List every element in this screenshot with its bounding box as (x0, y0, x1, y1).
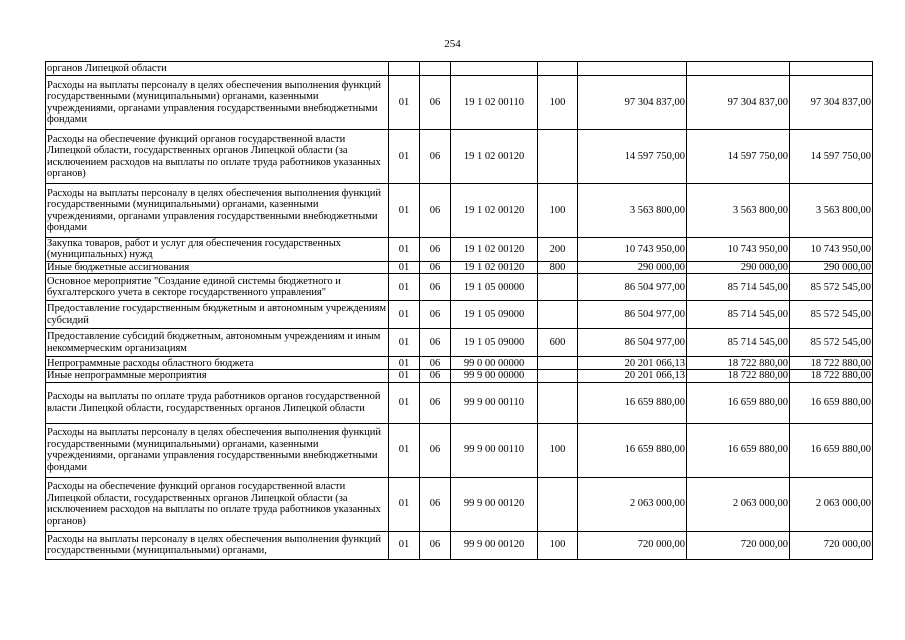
expense-kind-cell: 100 (538, 76, 578, 130)
description-cell: Расходы на выплаты персоналу в целях обеспечения выполнения функций государственными (муниципальными) органами, (46, 531, 389, 559)
amount-year2-cell: 18 722 880,00 (687, 370, 790, 382)
amount-year2-cell (687, 62, 790, 76)
amount-year1-cell: 20 201 066,13 (578, 357, 687, 370)
amount-year3-cell: 85 572 545,00 (790, 329, 873, 357)
target-article-cell: 19 1 02 00120 (451, 261, 538, 273)
amount-year2-cell: 16 659 880,00 (687, 382, 790, 423)
description-cell: Предоставление субсидий бюджетным, автономным учреждениям и иным некоммерческим организациям (46, 329, 389, 357)
amount-year1-cell: 86 504 977,00 (578, 301, 687, 329)
amount-year2-cell: 85 714 545,00 (687, 274, 790, 301)
subsection-cell: 06 (420, 301, 451, 329)
amount-year1-cell: 3 563 800,00 (578, 184, 687, 238)
section-cell: 01 (389, 130, 420, 184)
amount-year1-cell: 16 659 880,00 (578, 382, 687, 423)
expense-kind-cell: 800 (538, 261, 578, 273)
expense-kind-cell: 100 (538, 184, 578, 238)
table-row (46, 329, 873, 357)
amount-year3-cell: 85 572 545,00 (790, 274, 873, 301)
target-article-cell (451, 62, 538, 76)
description-cell: Непрограммные расходы областного бюджета (46, 357, 389, 370)
amount-year1-cell: 86 504 977,00 (578, 274, 687, 301)
section-cell: 01 (389, 477, 420, 531)
amount-year3-cell: 16 659 880,00 (790, 382, 873, 423)
table-row (46, 62, 873, 76)
page-number: 254 (444, 38, 461, 50)
table-row (46, 357, 873, 370)
amount-year3-cell: 290 000,00 (790, 261, 873, 273)
description-cell: Иные непрограммные мероприятия (46, 370, 389, 382)
target-article-cell: 19 1 02 00110 (451, 76, 538, 130)
amount-year1-cell: 86 504 977,00 (578, 329, 687, 357)
table-row (46, 382, 873, 423)
description-cell: Расходы на выплаты персоналу в целях обеспечения выполнения функций государственными (муниципальными) органами, казенными учреждениями, органами управления государственными внебюджетными фондами (46, 76, 389, 130)
section-cell (389, 62, 420, 76)
amount-year2-cell: 16 659 880,00 (687, 423, 790, 477)
expense-kind-cell (538, 477, 578, 531)
amount-year2-cell: 85 714 545,00 (687, 301, 790, 329)
table-row (46, 274, 873, 301)
expense-kind-cell (538, 130, 578, 184)
amount-year3-cell: 18 722 880,00 (790, 357, 873, 370)
section-cell: 01 (389, 184, 420, 238)
expense-kind-cell (538, 382, 578, 423)
amount-year1-cell (578, 62, 687, 76)
target-article-cell: 99 9 00 00120 (451, 531, 538, 559)
description-cell: Расходы на выплаты по оплате труда работников органов государственной власти Липецкой области, государственных органов Липецкой области (46, 382, 389, 423)
subsection-cell: 06 (420, 274, 451, 301)
section-cell: 01 (389, 261, 420, 273)
amount-year2-cell: 290 000,00 (687, 261, 790, 273)
amount-year1-cell: 2 063 000,00 (578, 477, 687, 531)
subsection-cell: 06 (420, 370, 451, 382)
expense-kind-cell: 200 (538, 238, 578, 262)
subsection-cell: 06 (420, 261, 451, 273)
subsection-cell: 06 (420, 382, 451, 423)
expense-kind-cell (538, 274, 578, 301)
amount-year1-cell: 14 597 750,00 (578, 130, 687, 184)
amount-year3-cell: 10 743 950,00 (790, 238, 873, 262)
target-article-cell: 19 1 05 09000 (451, 329, 538, 357)
subsection-cell: 06 (420, 477, 451, 531)
description-cell: Закупка товаров, работ и услуг для обеспечения государственных (муниципальных) нужд (46, 238, 389, 262)
section-cell: 01 (389, 423, 420, 477)
subsection-cell: 06 (420, 357, 451, 370)
section-cell: 01 (389, 274, 420, 301)
amount-year2-cell: 3 563 800,00 (687, 184, 790, 238)
description-cell: Расходы на выплаты персоналу в целях обеспечения выполнения функций государственными (муниципальными) органами, казенными учреждениями, органами управления государственными внебюджетными фондами (46, 423, 389, 477)
budget-table (45, 61, 873, 560)
subsection-cell: 06 (420, 130, 451, 184)
target-article-cell: 19 1 05 09000 (451, 301, 538, 329)
amount-year3-cell: 85 572 545,00 (790, 301, 873, 329)
target-article-cell: 99 9 00 00110 (451, 382, 538, 423)
amount-year2-cell: 18 722 880,00 (687, 357, 790, 370)
target-article-cell: 19 1 02 00120 (451, 130, 538, 184)
table-row (46, 130, 873, 184)
table-row (46, 477, 873, 531)
target-article-cell: 99 9 00 00000 (451, 370, 538, 382)
target-article-cell: 99 9 00 00120 (451, 477, 538, 531)
table-row (46, 184, 873, 238)
expense-kind-cell: 600 (538, 329, 578, 357)
section-cell: 01 (389, 76, 420, 130)
amount-year3-cell: 3 563 800,00 (790, 184, 873, 238)
subsection-cell: 06 (420, 531, 451, 559)
amount-year2-cell: 14 597 750,00 (687, 130, 790, 184)
subsection-cell: 06 (420, 423, 451, 477)
amount-year3-cell: 18 722 880,00 (790, 370, 873, 382)
expense-kind-cell (538, 301, 578, 329)
amount-year3-cell: 16 659 880,00 (790, 423, 873, 477)
amount-year2-cell: 2 063 000,00 (687, 477, 790, 531)
section-cell: 01 (389, 238, 420, 262)
table-row (46, 301, 873, 329)
expense-kind-cell: 100 (538, 423, 578, 477)
description-cell: Иные бюджетные ассигнования (46, 261, 389, 273)
amount-year3-cell: 720 000,00 (790, 531, 873, 559)
amount-year1-cell: 290 000,00 (578, 261, 687, 273)
table-row (46, 370, 873, 382)
amount-year3-cell: 2 063 000,00 (790, 477, 873, 531)
amount-year1-cell: 97 304 837,00 (578, 76, 687, 130)
description-cell: Предоставление государственным бюджетным и автономным учреждениям субсидий (46, 301, 389, 329)
subsection-cell: 06 (420, 76, 451, 130)
description-cell: Расходы на обеспечение функций органов государственной власти Липецкой области, государственных органов Липецкой области (за исключением расходов на выплаты по оплате труда работников указанных органов) (46, 130, 389, 184)
amount-year2-cell: 97 304 837,00 (687, 76, 790, 130)
section-cell: 01 (389, 357, 420, 370)
description-cell: Расходы на выплаты персоналу в целях обеспечения выполнения функций государственными (муниципальными) органами, казенными учреждениями, органами управления государственными внебюджетными фондами (46, 184, 389, 238)
table-row (46, 423, 873, 477)
expense-kind-cell (538, 62, 578, 76)
table-row (46, 261, 873, 273)
section-cell: 01 (389, 329, 420, 357)
amount-year1-cell: 20 201 066,13 (578, 370, 687, 382)
description-cell: Основное мероприятие "Создание единой системы бюджетного и бухгалтерского учета в секторе государственного управления" (46, 274, 389, 301)
target-article-cell: 99 9 00 00110 (451, 423, 538, 477)
subsection-cell: 06 (420, 184, 451, 238)
amount-year1-cell: 720 000,00 (578, 531, 687, 559)
expense-kind-cell (538, 357, 578, 370)
amount-year3-cell (790, 62, 873, 76)
amount-year2-cell: 10 743 950,00 (687, 238, 790, 262)
subsection-cell: 06 (420, 329, 451, 357)
description-cell: органов Липецкой области (46, 62, 389, 76)
amount-year1-cell: 16 659 880,00 (578, 423, 687, 477)
expense-kind-cell (538, 370, 578, 382)
amount-year2-cell: 85 714 545,00 (687, 329, 790, 357)
amount-year1-cell: 10 743 950,00 (578, 238, 687, 262)
target-article-cell: 19 1 02 00120 (451, 184, 538, 238)
amount-year3-cell: 14 597 750,00 (790, 130, 873, 184)
section-cell: 01 (389, 370, 420, 382)
table-row (46, 238, 873, 262)
subsection-cell: 06 (420, 238, 451, 262)
section-cell: 01 (389, 531, 420, 559)
table-row (46, 531, 873, 559)
description-cell: Расходы на обеспечение функций органов государственной власти Липецкой области, государственных органов Липецкой области (за исключением расходов на выплаты по оплате труда работников указанных органов) (46, 477, 389, 531)
target-article-cell: 19 1 02 00120 (451, 238, 538, 262)
target-article-cell: 99 0 00 00000 (451, 357, 538, 370)
section-cell: 01 (389, 301, 420, 329)
expense-kind-cell: 100 (538, 531, 578, 559)
target-article-cell: 19 1 05 00000 (451, 274, 538, 301)
subsection-cell (420, 62, 451, 76)
table-row (46, 76, 873, 130)
amount-year3-cell: 97 304 837,00 (790, 76, 873, 130)
section-cell: 01 (389, 382, 420, 423)
amount-year2-cell: 720 000,00 (687, 531, 790, 559)
